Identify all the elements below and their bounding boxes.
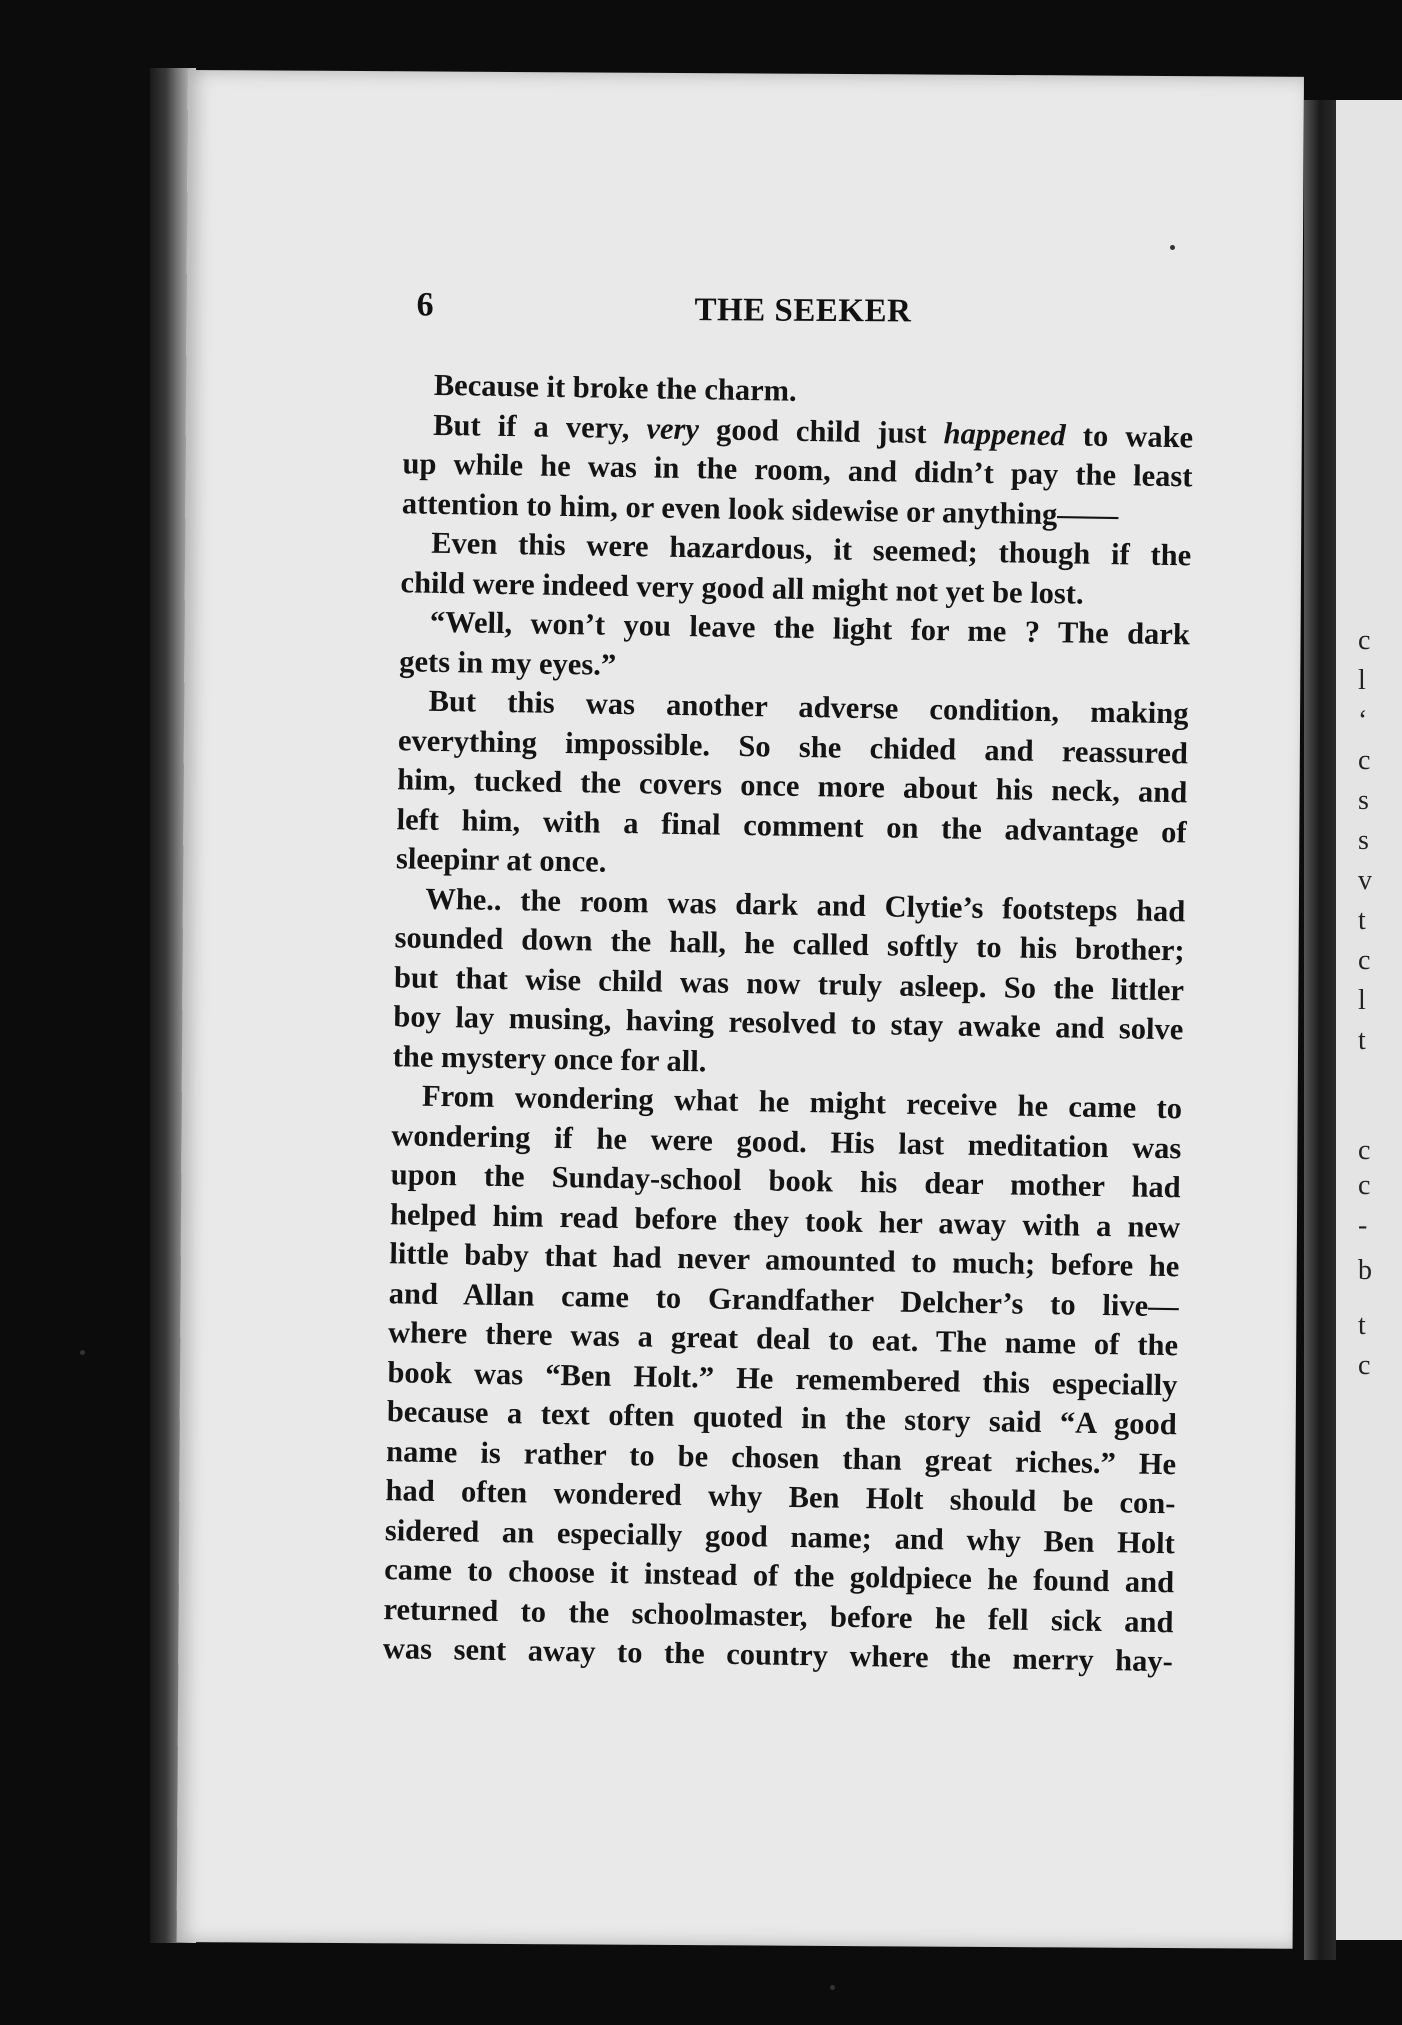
next-page-letter: l [1358,985,1366,1016]
text-run: came to choose it instead of the goldpiece he found and [383,1552,1175,1600]
text-run: sleepinr at once. [395,841,607,879]
text-run: name is rather to be chosen than great riches.” He [385,1433,1177,1481]
text-run: everything impossible. So she chided and reassured [397,722,1189,770]
running-head: THE SEEKER [694,292,912,330]
text-run: child were indeed very good all might not yet be lost. [400,564,1084,611]
book-page [177,70,1304,1949]
next-page-letter: c [1358,625,1371,656]
text-run: But if a very, [432,407,647,445]
page-header [186,285,1302,352]
text-run: boy lay musing, having resolved to stay awake and solve [393,999,1184,1047]
next-page-letter: l [1358,665,1366,696]
text-run: returned to the schoolmaster, before he fell sick and [383,1591,1174,1639]
text-run: Because it broke the charm. [433,367,797,408]
text-run: “Well, won’t you leave the light for me ? The dark [429,604,1191,652]
next-page-letter: c [1358,945,1371,976]
text-run: had often wondered why Ben Holt should be con- [385,1473,1176,1521]
next-page-sliver [1336,100,1402,1940]
italic-word: very [646,410,700,446]
next-page-letter: s [1358,785,1369,816]
text-run: From wondering what he might receive he came to [421,1078,1183,1126]
next-page-letter: s [1358,825,1369,856]
dust-speck [1170,245,1175,250]
next-page-letter: - [1358,1210,1368,1241]
text-run: attention to him, or even look sidewise or anything—— [401,485,1119,532]
dust-speck [80,1350,85,1355]
next-page-letter: t [1358,1310,1366,1341]
text-run: Even this were hazardous, it seemed; though if the [430,525,1192,573]
next-page-letter: c [1358,1170,1371,1201]
text-run: helped him read before they took her away with a new [389,1196,1181,1244]
next-page-letter: t [1358,905,1366,936]
next-page-letter: b [1358,1255,1372,1286]
next-page-letter: c [1358,1135,1371,1166]
text-run: sidered an especially good name; and why Ben Holt [384,1512,1176,1560]
text-run: because a text often quoted in the story said “A good [386,1394,1178,1442]
text-run: upon the Sunday-school book his dear mother had [390,1157,1181,1205]
text-run: sounded down the hall, he called softly to his brother; [394,920,1185,968]
text-run: up while he was in the room, and didn’t pay the least [402,446,1193,494]
next-page-letter: ‘ [1358,705,1368,736]
text-run: left him, with a final comment on the advantage of [396,801,1187,849]
text-run: good child just [698,411,945,450]
text-run: him, tucked the covers once more about his neck, and [397,762,1188,810]
italic-word: happened [943,415,1066,452]
next-page-letter: c [1358,1350,1371,1381]
text-run: gets in my eyes.” [399,643,617,682]
text-run: the mystery once for all. [392,1038,707,1078]
text-run: Whe.. the room was dark and Clytie’s footsteps had [425,881,1186,928]
text-run: to wake [1065,417,1194,454]
book-gutter [1304,100,1336,1960]
text-run: little baby that had never amounted to much; before he [389,1236,1180,1284]
dust-speck [830,1985,835,1990]
body-text [383,365,1195,1681]
text-run: where there was a great deal to eat. The name of the [387,1315,1179,1363]
next-page-letter: t [1358,1025,1366,1056]
text-run: But this was another adverse condition, making [428,683,1189,731]
text-run: wondering if he were good. His last meditation was [391,1117,1182,1165]
text-run: but that wise child was now truly asleep. So the littler [393,959,1185,1007]
next-page-letter: v [1358,865,1372,896]
text-run: was sent away to the country where the merry hay- [382,1631,1174,1679]
page-number: 6 [416,286,434,324]
text-run: and Allan came to Grandfather Delcher’s to live— [388,1275,1179,1323]
text-run: book was “Ben Holt.” He remembered this especially [387,1354,1178,1402]
next-page-letter: c [1358,745,1371,776]
